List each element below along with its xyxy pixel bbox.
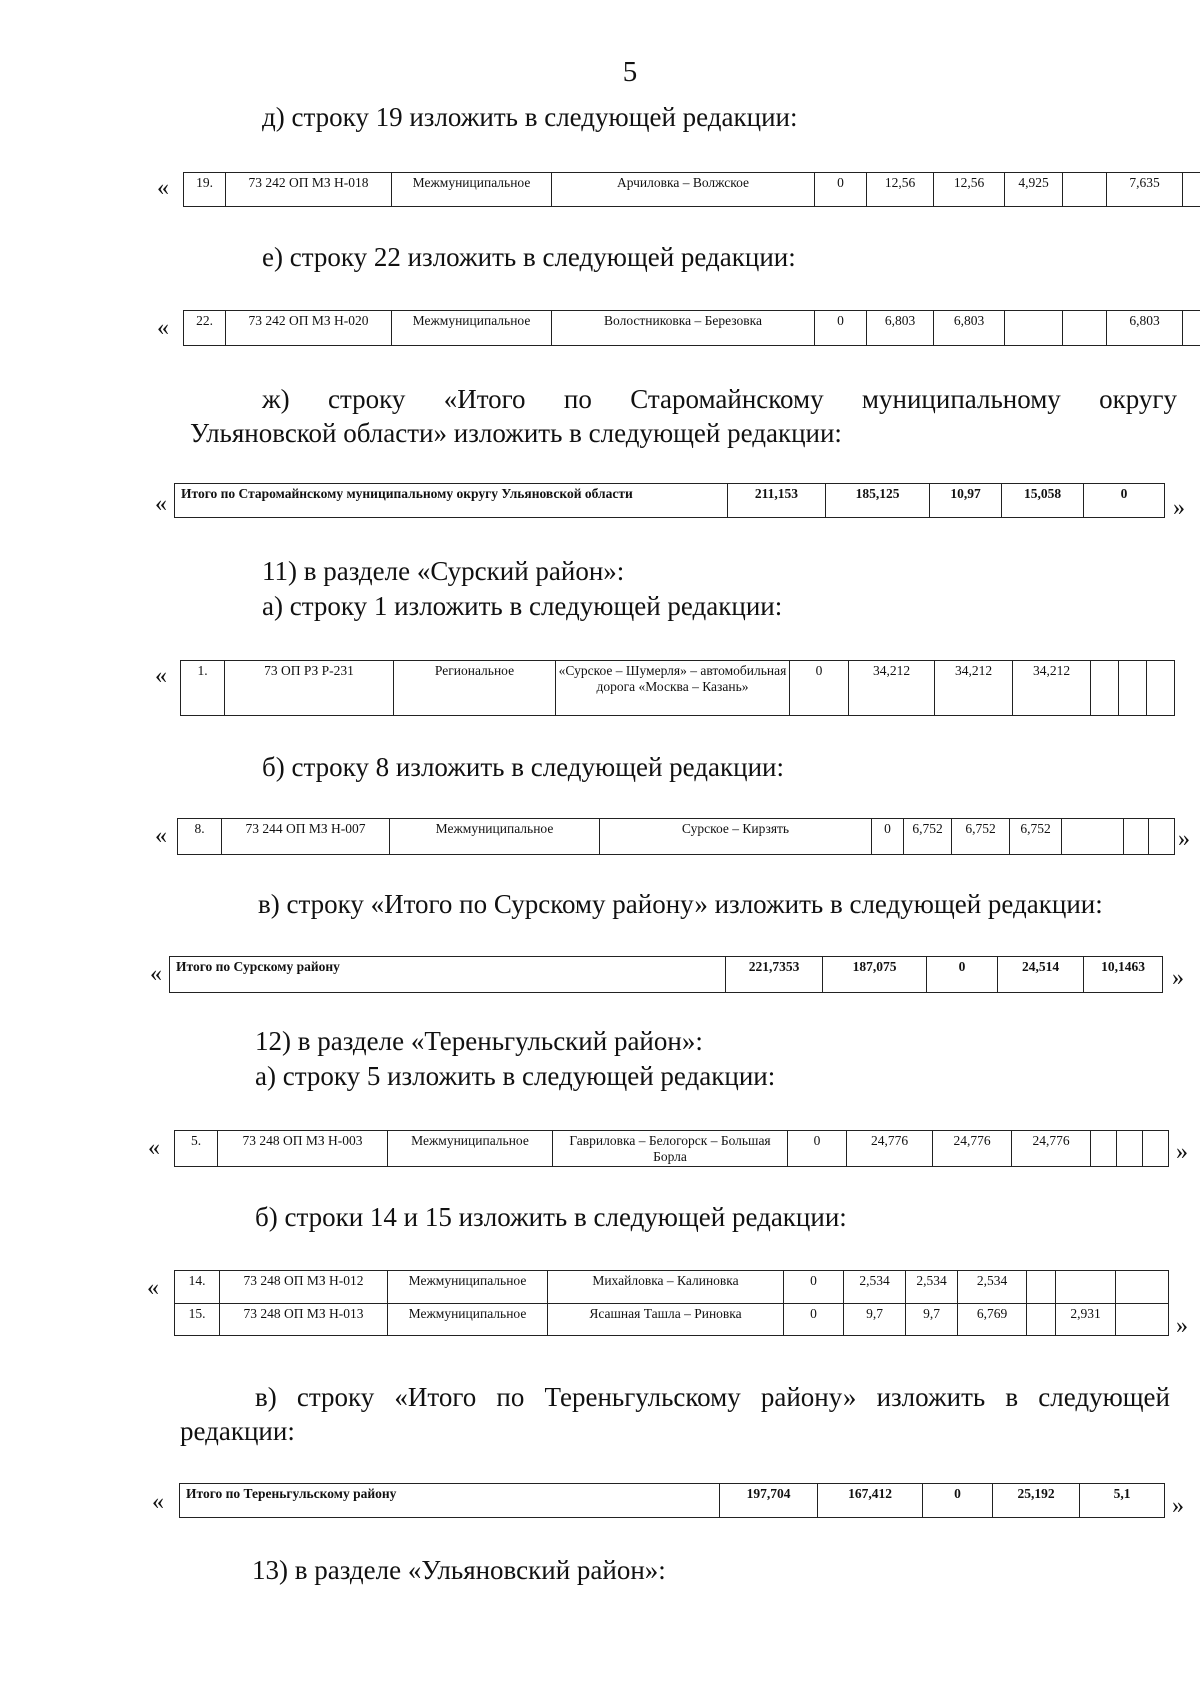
open-quote: « [155,823,167,849]
cell-code: 73 248 ОП МЗ Н-013 [220,1303,388,1336]
close-quote: » [1178,826,1190,852]
cell-value: 6,752 [904,819,952,855]
cell-value: 7,635 [1107,173,1183,207]
cell-value [1117,1131,1143,1167]
table-row22 [183,310,1200,346]
cell-code: 73 242 ОП МЗ Н-018 [226,173,392,207]
cell-value: 0 [815,173,867,207]
paragraph-12v-line2: редакции: [180,1416,295,1446]
cell-value: 2,534 [844,1271,906,1304]
cell-value: 34,212 [849,661,935,716]
cell-value [1091,661,1119,716]
paragraph-12b: б) строки 14 и 15 изложить в следующей редакции: [255,1202,847,1232]
table-row [181,661,1175,716]
cell-type: Межмуниципальное [390,819,600,855]
cell-type: Межмуниципальное [392,173,552,207]
cell-value: 0 [815,311,867,346]
cell-value: 4,925 [1005,173,1063,207]
cell-value [1116,1303,1169,1336]
cell-value: 185,125 [826,484,930,518]
cell-value: 6,803 [1107,311,1183,346]
cell-value [1005,311,1063,346]
table-row [170,957,1163,993]
cell-value: 167,412 [818,1484,923,1518]
cell-value [1062,819,1124,855]
close-quote: » [1176,1313,1188,1339]
open-quote: « [157,315,169,341]
cell-value: 9,7 [906,1303,958,1336]
close-quote: » [1173,495,1185,521]
cell-value [1183,173,1200,207]
cell-value: 0 [872,819,904,855]
paragraph-13: 13) в разделе «Ульяновский район»: [252,1555,666,1585]
cell-value [1147,661,1175,716]
paragraph-12v-line1: в) строку «Итого по Тереньгульскому району» изложить в следующей [255,1382,1170,1412]
paragraph-d: д) строку 19 изложить в следующей редакции: [262,102,798,132]
cell-total-label: Итого по Старомайнскому муниципальному округу Ульяновской области [175,484,728,518]
paragraph-12a: а) строку 5 изложить в следующей редакции: [255,1061,776,1091]
table-row [175,1131,1169,1167]
cell-value: 197,704 [720,1484,818,1518]
cell-value: 24,776 [933,1131,1012,1167]
cell-value: 2,534 [958,1271,1027,1304]
cell-road: Сурское – Кирзять [600,819,872,855]
cell-value: 0 [788,1131,847,1167]
cell-value: 221,7353 [726,957,823,993]
cell-value: 12,56 [867,173,934,207]
table-sursky-row8 [177,818,1175,855]
open-quote: « [150,961,162,987]
cell-value: 34,212 [1013,661,1091,716]
open-quote: « [152,1489,164,1515]
cell-value: 10,1463 [1084,957,1163,993]
table-total-staromainsky [174,483,1165,518]
cell-total-label: Итого по Сурскому району [170,957,726,993]
cell-type: Межмуниципальное [388,1271,548,1304]
paragraph-11v: в) строку «Итого по Сурскому району» изложить в следующей редакции: [258,889,1103,919]
cell-value [1149,819,1175,855]
cell-total-label: Итого по Тереньгульскому району [180,1484,720,1518]
cell-road: «Сурское – Шумерля» – автомобильная дорога «Москва – Казань» [556,661,790,716]
table-total-sursky [169,956,1163,993]
open-quote: « [157,175,169,201]
cell-value [1027,1303,1056,1336]
table-row [184,311,1200,346]
paragraph-11: 11) в разделе «Сурский район»: [262,556,625,586]
cell-value: 5,1 [1080,1484,1165,1518]
cell-value [1143,1131,1169,1167]
paragraph-12: 12) в разделе «Тереньгульский район»: [255,1026,703,1056]
paragraph-11b: б) строку 8 изложить в следующей редакции: [262,752,784,782]
cell-value: 12,56 [934,173,1005,207]
page-number: 5 [622,56,638,88]
cell-value: 0 [784,1303,844,1336]
cell-value: 10,97 [930,484,1002,518]
cell-value: 25,192 [993,1484,1080,1518]
open-quote: « [148,1135,160,1161]
paragraph-zh-line2: Ульяновской области» изложить в следующей редакции: [190,418,842,448]
cell-code: 73 242 ОП МЗ Н-020 [226,311,392,346]
cell-value [1063,173,1107,207]
cell-type: Межмуниципальное [392,311,552,346]
paragraph-zh-line1: ж) строку «Итого по Старомайнскому муниципальному округу [262,384,1177,414]
paragraph-e: е) строку 22 изложить в следующей редакции: [262,242,796,272]
cell-value: 6,803 [934,311,1005,346]
cell-road: Волостниковка – Березовка [552,311,815,346]
cell-type: Региональное [394,661,556,716]
table-row [178,819,1175,855]
cell-value [1183,311,1200,346]
cell-value: 15,058 [1002,484,1084,518]
cell-code: 73 248 ОП МЗ Н-012 [220,1271,388,1304]
cell-num: 15. [175,1303,220,1336]
cell-code: 73 ОП РЗ Р-231 [225,661,394,716]
cell-num: 8. [178,819,222,855]
cell-num: 22. [184,311,226,346]
close-quote: » [1172,1493,1184,1519]
open-quote: « [155,491,167,517]
cell-num: 5. [175,1131,218,1167]
cell-road: Гавриловка – Белогорск – Большая Борла [553,1131,788,1167]
cell-road: Ясашная Ташла – Риновка [548,1303,784,1336]
table-row [184,173,1200,207]
cell-value [1116,1271,1169,1304]
table-total-terengul [179,1483,1165,1518]
cell-value: 0 [790,661,849,716]
cell-road: Арчиловка – Волжское [552,173,815,207]
paragraph-11a: а) строку 1 изложить в следующей редакции: [262,591,783,621]
cell-value: 0 [784,1271,844,1304]
cell-code: 73 244 ОП МЗ Н-007 [222,819,390,855]
cell-value: 6,752 [952,819,1010,855]
cell-value: 187,075 [823,957,927,993]
cell-type: Межмуниципальное [388,1131,553,1167]
table-row [175,1303,1169,1336]
cell-value [1027,1271,1056,1304]
cell-type: Межмуниципальное [388,1303,548,1336]
cell-road: Михайловка – Калиновка [548,1271,784,1304]
cell-value: 24,776 [1012,1131,1091,1167]
cell-num: 19. [184,173,226,207]
cell-code: 73 248 ОП МЗ Н-003 [218,1131,388,1167]
cell-value: 0 [927,957,998,993]
cell-value [1124,819,1149,855]
cell-value: 0 [1084,484,1165,518]
cell-value: 6,803 [867,311,934,346]
cell-value: 24,514 [998,957,1084,993]
cell-value [1119,661,1147,716]
table-row [175,484,1165,518]
cell-value: 34,212 [935,661,1013,716]
table-terengul-rows14-15 [174,1270,1169,1336]
table-row [175,1271,1169,1304]
table-row [180,1484,1165,1518]
cell-value [1091,1131,1117,1167]
cell-value: 211,153 [728,484,826,518]
cell-num: 14. [175,1271,220,1304]
close-quote: » [1172,965,1184,991]
open-quote: « [155,663,167,689]
cell-value: 6,769 [958,1303,1027,1336]
cell-value: 24,776 [847,1131,933,1167]
open-quote: « [147,1275,159,1301]
cell-value: 2,931 [1056,1303,1116,1336]
cell-value: 2,534 [906,1271,958,1304]
cell-num: 1. [181,661,225,716]
cell-value: 9,7 [844,1303,906,1336]
table-row19 [183,172,1200,207]
close-quote: » [1176,1139,1188,1165]
cell-value: 6,752 [1010,819,1062,855]
table-sursky-row1 [180,660,1175,716]
table-terengul-row5 [174,1130,1169,1167]
cell-value: 0 [923,1484,993,1518]
cell-value [1056,1271,1116,1304]
cell-value [1063,311,1107,346]
